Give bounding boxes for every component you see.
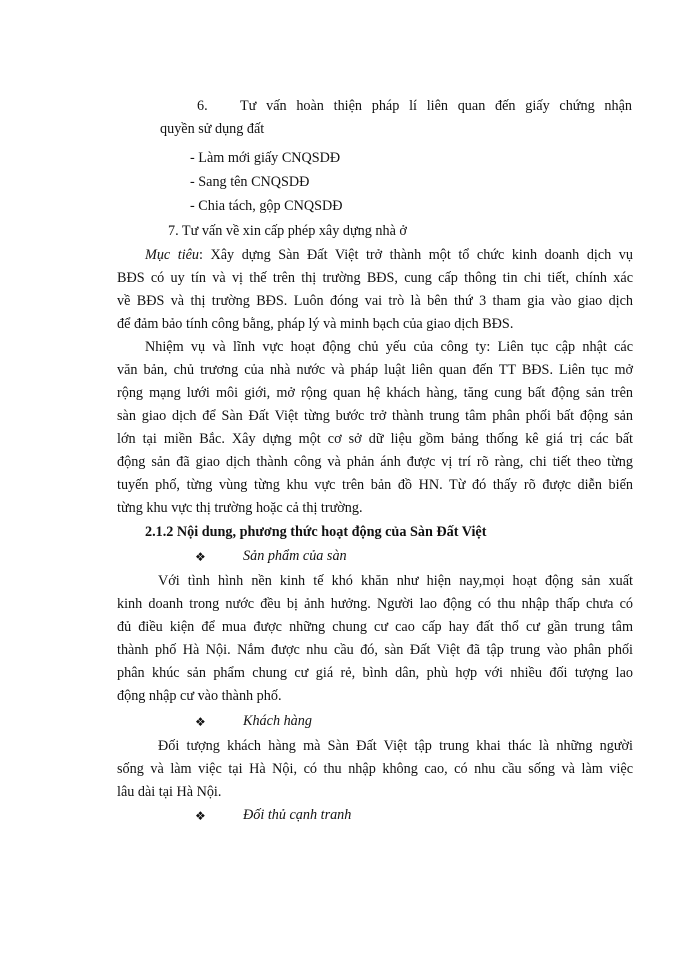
san-pham-heading: Sản phẩm của sàn [243,548,347,564]
khach-hang-line: Đối tượng khách hàng mà Sàn Đất Việt tập trung khai thác là những người [158,738,633,754]
muc-tieu-line: BĐS có uy tín và vị thế trên thị trường BĐS, cung cấp thông tin chi tiết, chính xác [117,270,633,286]
item6-subitem: - Sang tên CNQSDĐ [190,174,310,190]
diamond-bullet-icon: ❖ [195,715,206,729]
muc-tieu-label: Mục tiêu [145,247,200,263]
nhiem-vu-line: rộng mạng lưới môi giới, mở rộng quan hệ khách hàng, tăng cung bất động sản trên [117,385,633,401]
khach-hang-heading: Khách hàng [243,713,312,729]
san-pham-line: đủ điều kiện để mua được những chung cư cao cấp hay đất thổ cư gần trung tâm [117,619,633,635]
san-pham-line: thành phố Hà Nội. Nắm được nhu cầu đó, sàn Đất Việt đã tập trung vào phân phối [117,642,633,658]
khach-hang-line: lâu dài tại Hà Nội. [117,784,222,800]
item6-line2: quyền sử dụng đất [160,121,265,137]
nhiem-vu-line: văn bản, chủ trương của nhà nước và pháp luật liên quan đến TT BĐS. Liên tục mở [117,362,633,378]
nhiem-vu-line: sàn giao dịch để Sàn Đất Việt từng bước trở thành trung tâm phân phối bất động sản [117,408,633,424]
diamond-bullet-icon: ❖ [195,550,206,564]
muc-tieu-line: để đảm bảo tính công bằng, pháp lý và minh bạch của giao dịch BĐS. [117,316,514,332]
san-pham-line: Với tình hình nền kinh tế khó khăn như hiện nay,mọi hoạt động sản xuất [158,573,633,589]
nhiem-vu-line: lớn tại miền Bắc. Xây dựng một cơ sở dữ liệu gồm bảng thống kê giá trị các bất [117,431,633,447]
doi-thu-heading: Đối thủ cạnh tranh [243,807,352,823]
nhiem-vu-line: từng khu vực thị trường hoặc cả thị trường. [117,500,363,516]
item6-number: 6. [197,98,208,114]
san-pham-line: kinh doanh trong nước đều bị ảnh hưởng. Người lao động có thu nhập thấp chưa có [117,596,633,612]
diamond-bullet-icon: ❖ [195,809,206,823]
san-pham-line: động nhập cư vào thành phố. [117,688,282,704]
item6-subitem: - Làm mới giấy CNQSDĐ [190,150,341,166]
nhiem-vu-line: tuyến phố, từng vùng từng khu vực trên bản đồ HN. Từ đó thấy rõ được diễn biến [117,477,633,493]
item7: 7. Tư vấn về xin cấp phép xây dựng nhà ở [168,223,407,239]
item6-subitem: - Chia tách, gộp CNQSDĐ [190,198,343,214]
item6-line1: Tư vấn hoàn thiện pháp lí liên quan đến giấy chứng nhận [240,98,632,114]
khach-hang-line: sống và làm việc tại Hà Nội, có thu nhập không cao, có nhu cầu sống và làm việc [117,761,633,777]
muc-tieu-first-line-rest: : Xây dựng Sàn Đất Việt trở thành một tổ chức kinh doanh dịch vụ [199,247,633,263]
san-pham-line: phân khúc sản phẩm chung cư giá rẻ, bình dân, phù hợp với nhiều đối tượng lao [117,665,633,681]
section-heading: 2.1.2 Nội dung, phương thức hoạt động của Sàn Đất Việt [145,524,487,540]
nhiem-vu-line: Nhiệm vụ và lĩnh vực hoạt động chủ yếu của công ty: Liên tục cập nhật các [145,339,633,355]
muc-tieu-line: về BĐS và thị trường BĐS. Luôn đóng vai trò là bên thứ 3 tham gia vào giao dịch [117,293,633,309]
nhiem-vu-line: động sản đã giao dịch thành công và phản ánh được vị trí rõ ràng, chi tiết theo từng [117,454,633,470]
muc-tieu-line [145,246,633,264]
